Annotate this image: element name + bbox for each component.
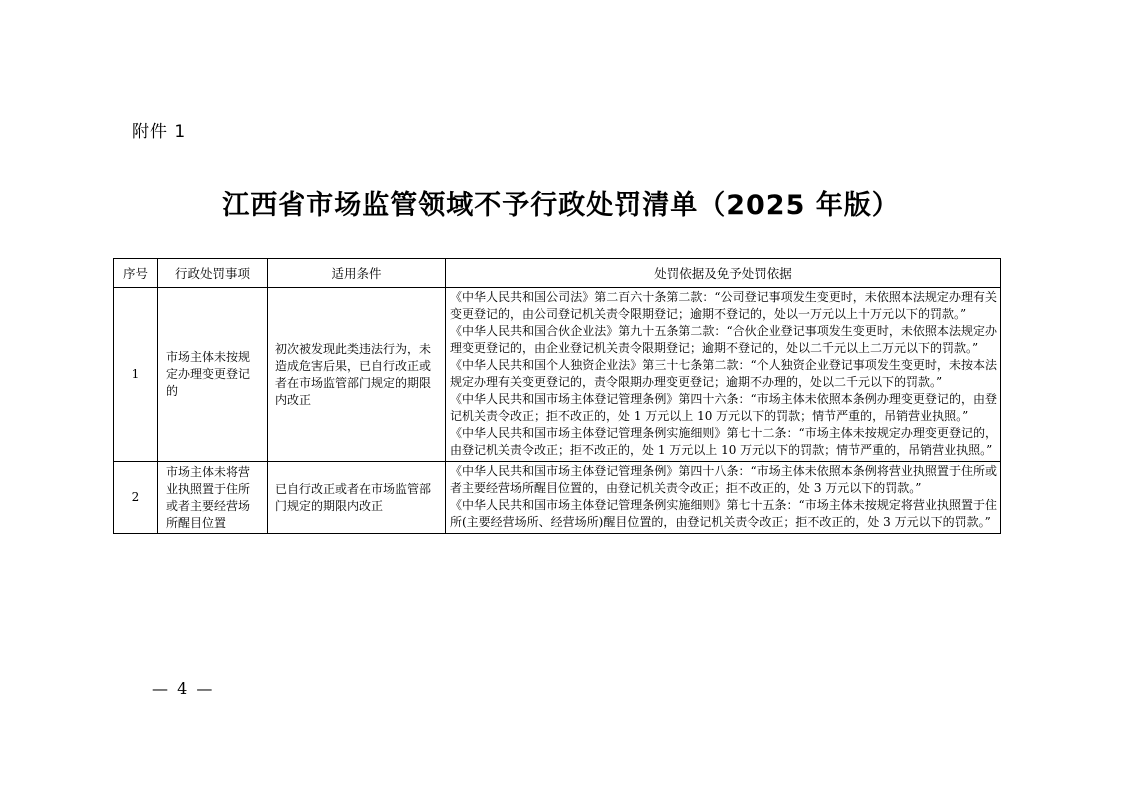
row-number: 2 xyxy=(114,462,158,534)
applicable-condition: 初次被发现此类违法行为，未造成危害后果，已自行改正或者在市场监管部门规定的期限内改正 xyxy=(268,288,446,462)
penalty-exemption-table xyxy=(113,258,1001,534)
applicable-condition: 已自行改正或者在市场监管部门规定的期限内改正 xyxy=(268,462,446,534)
table-row xyxy=(114,462,1001,534)
basis-clause: 《中华人民共和国合伙企业法》第九十五条第二款：“合伙企业登记事项发生变更时，未依照本法规定办理变更登记的，由企业登记机关责令限期登记；逾期不登记的，处以二千元以上二万元以下的罚款。” xyxy=(450,324,997,355)
header-basis: 处罚依据及免予处罚依据 xyxy=(446,259,1001,288)
legal-basis xyxy=(446,288,1001,462)
header-no: 序号 xyxy=(114,259,158,288)
attachment-label: 附件 1 xyxy=(132,122,187,142)
penalty-item: 市场主体未按规定办理变更登记的 xyxy=(158,288,268,462)
row-number: 1 xyxy=(114,288,158,462)
legal-basis xyxy=(446,462,1001,534)
header-item: 行政处罚事项 xyxy=(158,259,268,288)
header-condition: 适用条件 xyxy=(268,259,446,288)
penalty-item: 市场主体未将营业执照置于住所或者主要经营场所醒目位置 xyxy=(158,462,268,534)
basis-clause: 《中华人民共和国市场主体登记管理条例》第四十六条：“市场主体未依照本条例办理变更登记的，由登记机关责令改正；拒不改正的，处 1 万元以上 10 万元以下的罚款；情节严重的，吊销营业执照。” xyxy=(450,392,997,423)
basis-clause: 《中华人民共和国市场主体登记管理条例实施细则》第七十二条：“市场主体未按规定办理变更登记的，由登记机关责令改正；拒不改正的，处 1 万元以上 10 万元以下的罚款；情节严重的，吊销营业执照。” xyxy=(450,426,997,457)
basis-clause: 《中华人民共和国公司法》第二百六十条第二款：“公司登记事项发生变更时，未依照本法规定办理有关变更登记的，由公司登记机关责令限期登记；逾期不登记的，处以一万元以上十万元以下的罚款。” xyxy=(450,290,997,321)
basis-clause: 《中华人民共和国市场主体登记管理条例》第四十八条：“市场主体未依照本条例将营业执照置于住所或者主要经营场所醒目位置的，由登记机关责令改正；拒不改正的，处 3 万元以下的罚款。” xyxy=(450,464,997,495)
basis-clause: 《中华人民共和国市场主体登记管理条例实施细则》第七十五条：“市场主体未按规定将营业执照置于住所(主要经营场所、经营场所)醒目位置的，由登记机关责令改正；拒不改正的，处 3 万元以下的罚款。” xyxy=(450,498,997,529)
document-title: 江西省市场监管领域不予行政处罚清单（2025 年版） xyxy=(222,190,900,221)
table-row xyxy=(114,288,1001,462)
page-number: — 4 — xyxy=(152,679,215,698)
table-header-row xyxy=(114,259,1001,288)
basis-clause: 《中华人民共和国个人独资企业法》第三十七条第二款：“个人独资企业登记事项发生变更时，未按本法规定办理有关变更登记的，责令限期办理变更登记；逾期不办理的，处以二千元以下的罚款。” xyxy=(450,358,997,389)
